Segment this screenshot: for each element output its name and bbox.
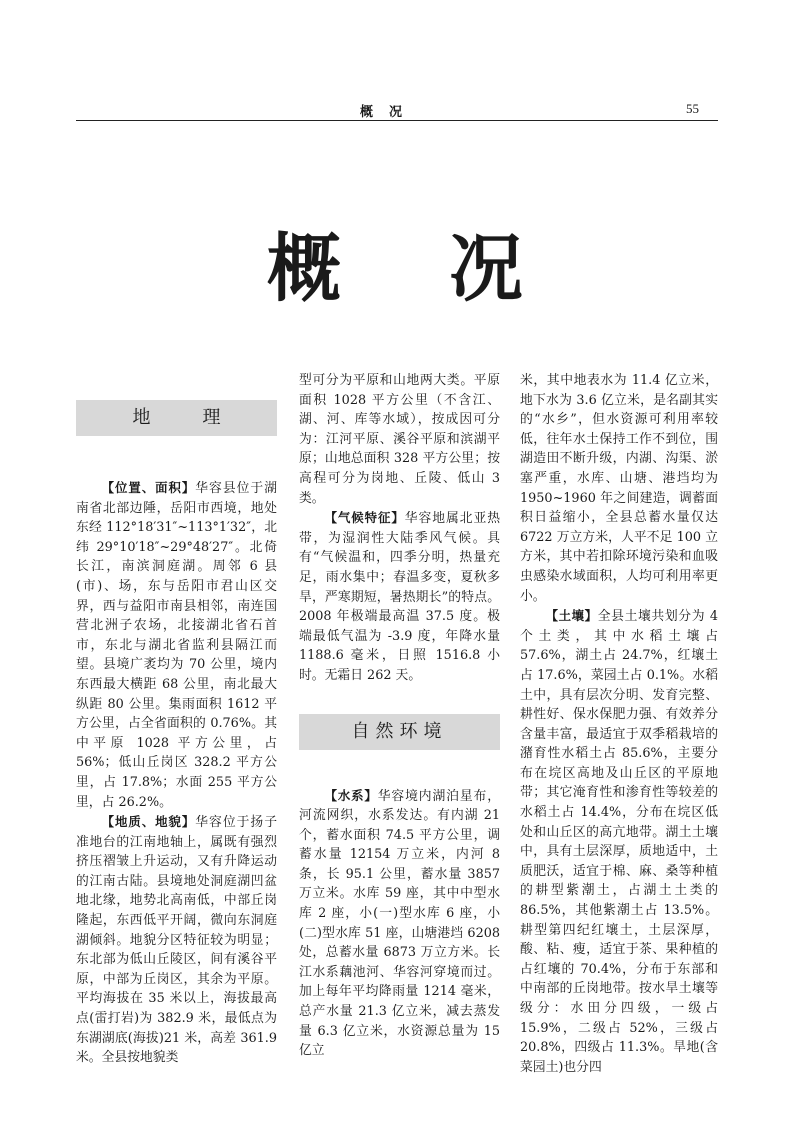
keyword-soil: 【土壤】 [545,608,598,624]
chapter-title: 概况 [267,226,631,312]
keyword-landform: 【地质、地貌】 [101,814,196,830]
column-right [520,371,718,1077]
paragraph-text: 华容位于扬子准地台的江南地轴上，属既有强烈挤压褶皱上升运动，又有升降运动的江南古陆。县境地处洞庭湖凹盆地北缘，地势北高南低，中部丘岗隆起，东西低平开阔，微向东洞庭湖倾斜。地貌分区特征较为明显；东北部为低山丘陵区，间有溪谷平原，中部为丘岗区，其余为平原。平均海拔在 35 米以上，海拔最高点(雷打岩)为 382.9 米，最低点为东湖湖底(海拔)21 米，高差 361.9 米。全县按地貌类 [76,815,278,1066]
running-header-title: 概况 [360,105,419,120]
paragraph-soil [520,606,718,1077]
paragraph-landform [76,812,277,1068]
paragraph-water [299,786,500,1061]
paragraph-location [76,478,277,812]
paragraph-water-continued: 米，其中地表水为 11.4 亿立米，地下水为 3.6 亿立米，是名副其实的“水乡”，但水资源可利用率较低，往年水土保持工作不到位，围湖造田不断升级，内湖、沟渠、淤塞严重，水库、山塘、港垱均为 1950~1960 年之间建造，调蓄面积日益缩小，全县总蓄水量仅达 6722 万立方米，人平不足 100 立方米，其中若扣除环境污染和血吸虫感染水域面积，人均可利用率更小。 [520,373,718,604]
keyword-water: 【水系】 [324,787,378,803]
paragraph-text: 华容地属北亚热带，为湿润性大陆季风气候。具有“气候温和，四季分明，热量充足，雨水集中；春温多变，夏秋多旱，严寒期短，暑热期长”的特点。2008 年极端最高温 37.5 度。极端最低气温为 -3.9 度，年降水量 1188.6 毫米，日照 1516.8 小时。无霜日 262 天。 [299,511,501,683]
column-middle [299,371,500,1061]
paragraph-text: 全县土壤共划分为 4 个土类，其中水稻土壤占 57.6%，湖土占 24.7%，红壤土占 17.6%，菜园土占 0.1%。水稻土中，具有层次分明、发育完整、耕性好、保水保肥力强、有效养分含量丰富，最适宜于双季稻栽培的潴育性水稻土占 85.6%，主要分布在垸区高地及山丘区的平原地带；其它淹育性和渗育性等较差的水稻土占 14.4%，分布在垸区低处和山丘区的高亢地带。湖土土壤中，具有土层深厚，质地适中，土质肥沃，适宜于棉、麻、桑等种植的耕型紫潮土，占湖土土类的 86.5%，其他紫潮土占 13.5%。耕型第四纪红壤土，土层深厚，酸、粘、瘦，适宜于茶、果种植的占红壤的 70.4%，分布于东部和中南部的丘岗地带。按水旱土壤等级分：水田分四级，一级占 15.9%，二级占 52%，三级占 20.8%，四级占 11.3%。旱地(含菜园土)也分四 [520,609,718,1075]
page-number: 55 [686,101,699,116]
section-heading-natural-environment: 自然环境 [299,714,500,750]
paragraph-text: 华容境内湖泊星布，河流网织，水系发达。有内湖 21 个，蓄水面积 74.5 平方公里，调蓄水量 12154 万立米，内河 8 条，长 95.1 公里，蓄水量 3857 万立米。水库 59 座，其中中型水库 2 座，小(一)型水库 6 座，小(二)型水库 51 座，山塘港垱 6208 处，总蓄水量 6873 万立方米。长江水系藕池河、华容河穿境而过。加上每年平均降雨量 1214 毫米，总产水量 21.3 亿立米，减去蒸发量 6.3 亿立米，水资源总量为 15 亿立 [299,788,501,1059]
paragraph-climate [299,508,500,685]
header-divider [76,120,718,121]
paragraph-landform-continued: 型可分为平原和山地两大类。平原面积 1028 平方公里（不含江、湖、河、库等水域），按成因可分为：江河平原、溪谷平原和滨湖平原；山地总面积 328 平方公里；按高程可分为岗地、丘陵、低山 3 类。 [299,373,500,506]
keyword-climate: 【气候特征】 [324,510,405,526]
paragraph-text: 华容县位于湖南省北部边陲，岳阳市西境，地处东经 112°18′31″~113°1′32″，北纬 29°10′18″~29°48′27″。北倚长江，南滨洞庭湖。周邻 6 县(市)、场，东与岳阳市君山区交界，西与益阳市南县相邻，南连国营北洲子农场，北接湖北省石首市，东北与湖北省监利县隔江而望。县境广袤均为 70 公里，境内东西最大横距 68 公里，南北最大纵距 80 公里。集雨面积 1612 平方公里，占全省面积的 0.76%。其中平原 1028 平方公里，占 56%；低山丘岗区 328.2 平方公里，占 17.8%；水面 255 平方公里，占 26.2%。 [76,481,278,810]
keyword-location: 【位置、面积】 [101,480,196,495]
column-left [76,370,277,1068]
section-heading-geography: 地理 [76,400,277,436]
